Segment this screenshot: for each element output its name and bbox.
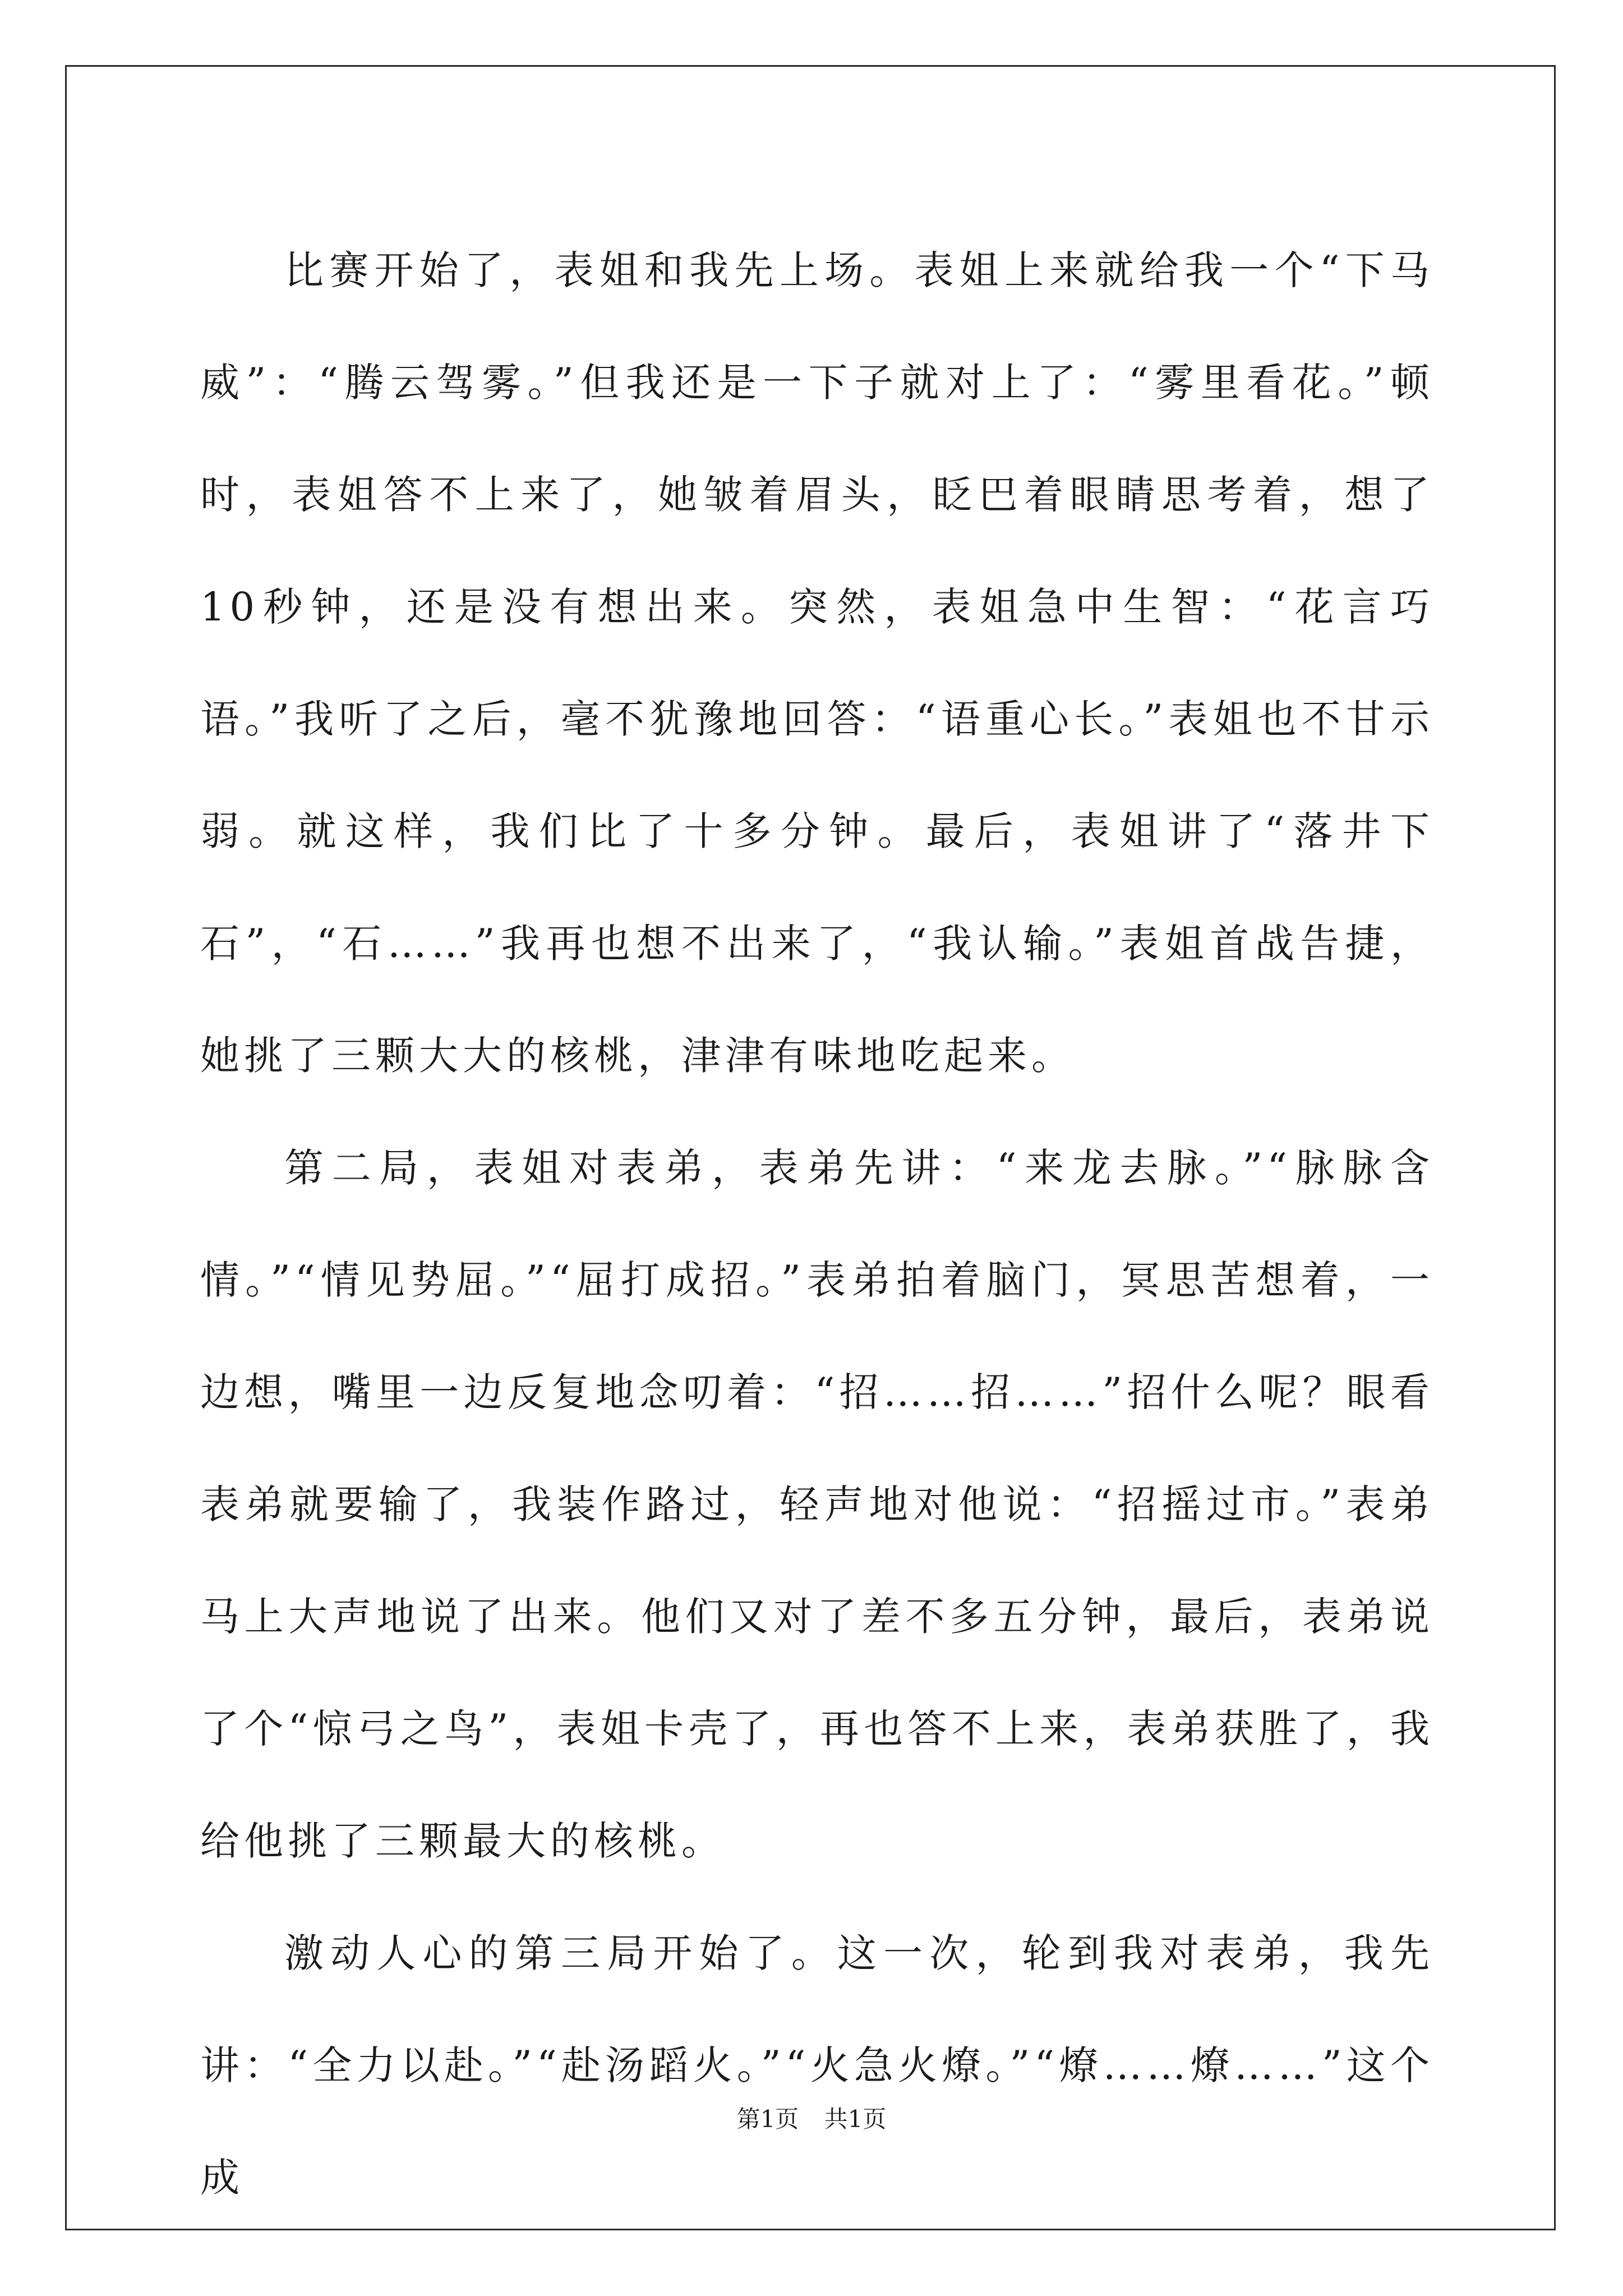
paragraph-2: 第二局，表姐对表弟，表弟先讲：“来龙去脉。”“脉脉含情。”“情见势屈。”“屈打成招。”表弟拍着脑门，冥思苦想着，一边想，嘴里一边反复地念叨着：“招……招……”招什么呢？眼看表弟就要输了，我装作路过，轻声地对他说：“招摇过市。”表弟马上大声地说了出来。他们又对了差不多五分钟，最后，表弟说了个“惊弓之鸟”，表姐卡壳了，再也答不上来，表弟获胜了，我给他挑了三颗最大的核桃。	[200, 1145, 1434, 1864]
paragraph-3: 激动人心的第三局开始了。这一次，轮到我对表弟，我先讲：“全力以赴。”“赴汤蹈火。”“火急火燎。”“燎……燎……”这个成	[200, 1930, 1434, 2201]
page-total: 共1页	[824, 2105, 887, 2133]
page-footer	[0, 2101, 1623, 2134]
document-body	[200, 214, 1434, 2234]
paragraph-1: 比赛开始了，表姐和我先上场。表姐上来就给我一个“下马威”：“腾云驾雾。”但我还是一下子就对上了：“雾里看花。”顿时，表姐答不上来了，她皱着眉头，眨巴着眼睛思考着，想了10秒钟，还是没有想出来。突然，表姐急中生智：“花言巧语。”我听了之后，毫不犹豫地回答：“语重心长。”表姐也不甘示弱。就这样，我们比了十多分钟。最后，表姐讲了“落井下石”，“石……”我再也想不出来了，“我认输。”表姐首战告捷，她挑了三颗大大的核桃，津津有味地吃起来。	[200, 247, 1434, 1079]
page-number: 第1页	[736, 2105, 799, 2133]
